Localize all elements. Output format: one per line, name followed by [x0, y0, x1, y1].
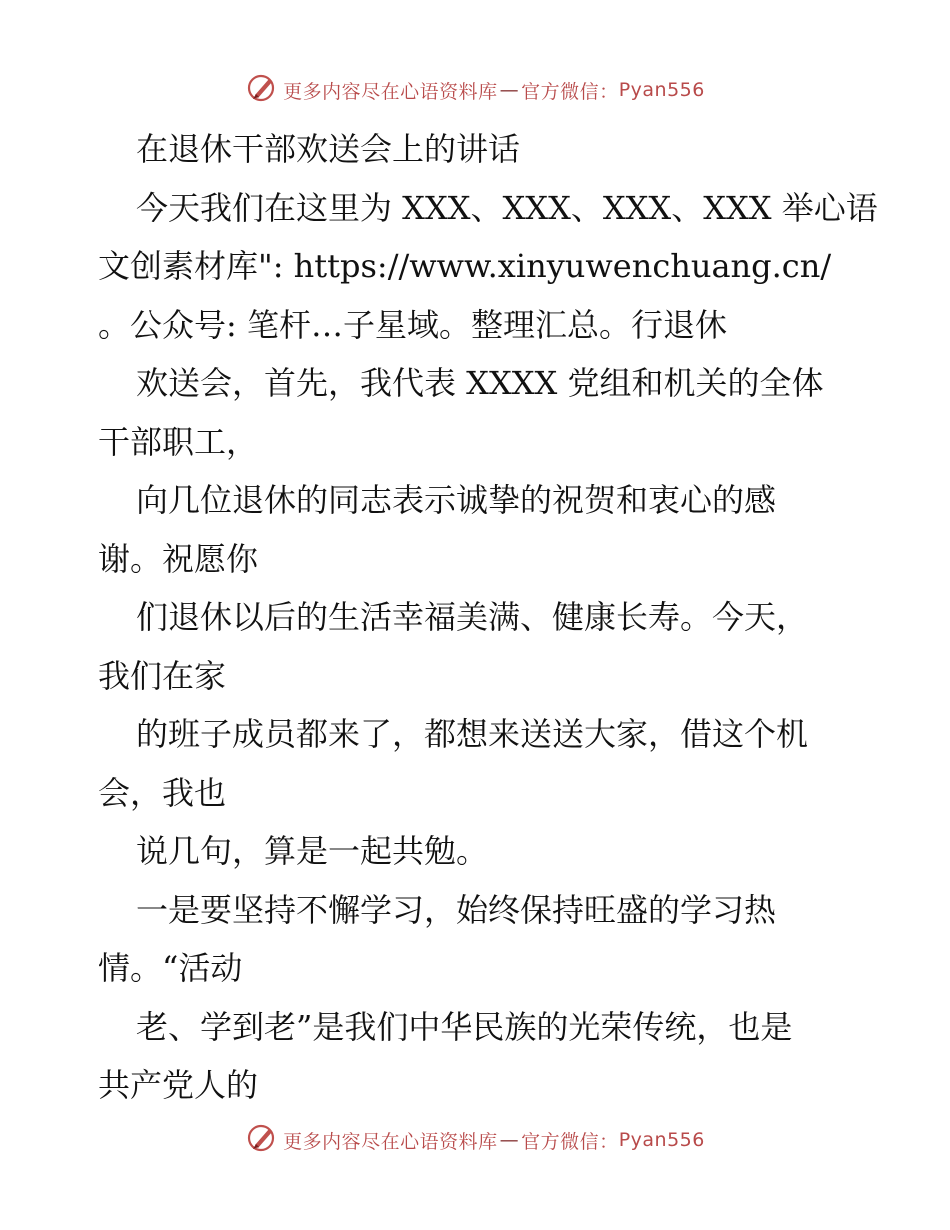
text-line: 一是要坚持不懈学习，始终保持旺盛的学习热 [136, 890, 777, 929]
banner-wechat-text: 官方微信： [521, 1130, 619, 1153]
banner-site-text: 更多内容尽在心语资料库 [283, 1130, 498, 1153]
text-line: 共产党人的 [98, 1066, 259, 1104]
text-line: 老、学到老”是我们中华民族的光荣传统，也是 [136, 1007, 793, 1046]
quill-pen-logo-icon [245, 1121, 283, 1160]
text-line: 文创素材库": https://www.xinyuwenchuang.cn/ [98, 247, 832, 285]
text-line: 我们在家 [98, 656, 227, 695]
document-title: 在退休干部欢送会上的讲话 [136, 130, 521, 168]
banner-separator: — [499, 1129, 520, 1151]
header-watermark-banner [0, 70, 950, 110]
banner-wechat-id: Pyan556 [618, 1129, 705, 1151]
banner-site-text: 更多内容尽在心语资料库 [283, 80, 498, 103]
text-line: 。公众号: 笔杆…子星域。整理汇总。行退休 [98, 305, 727, 344]
text-line: 说几句，算是一起共勉。 [136, 832, 489, 870]
document-body [98, 120, 878, 1115]
text-line: 情。“活动 [98, 949, 243, 987]
banner-wechat-id: Pyan556 [618, 79, 705, 101]
banner-wechat-text: 官方微信： [521, 80, 619, 103]
text-line: 谢。祝愿你 [98, 539, 259, 578]
text-line: 的班子成员都来了，都想来送送大家，借这个机 [136, 715, 809, 753]
text-line: 今天我们在这里为 XXX、XXX、XXX、XXX 举心语 [136, 188, 878, 227]
banner-separator: — [499, 79, 520, 101]
footer-watermark-banner [0, 1120, 950, 1160]
text-line: 向几位退休的同志表示诚挚的祝贺和衷心的感 [136, 481, 777, 519]
text-line: 会，我也 [98, 773, 227, 812]
text-line: 欢送会，首先，我代表 XXXX 党组和机关的全体 [136, 364, 824, 402]
text-line: 们退休以后的生活幸福美满、健康长寿。今天， [136, 598, 809, 636]
text-line: 干部职工， [98, 422, 259, 461]
quill-pen-logo-icon [245, 71, 283, 110]
